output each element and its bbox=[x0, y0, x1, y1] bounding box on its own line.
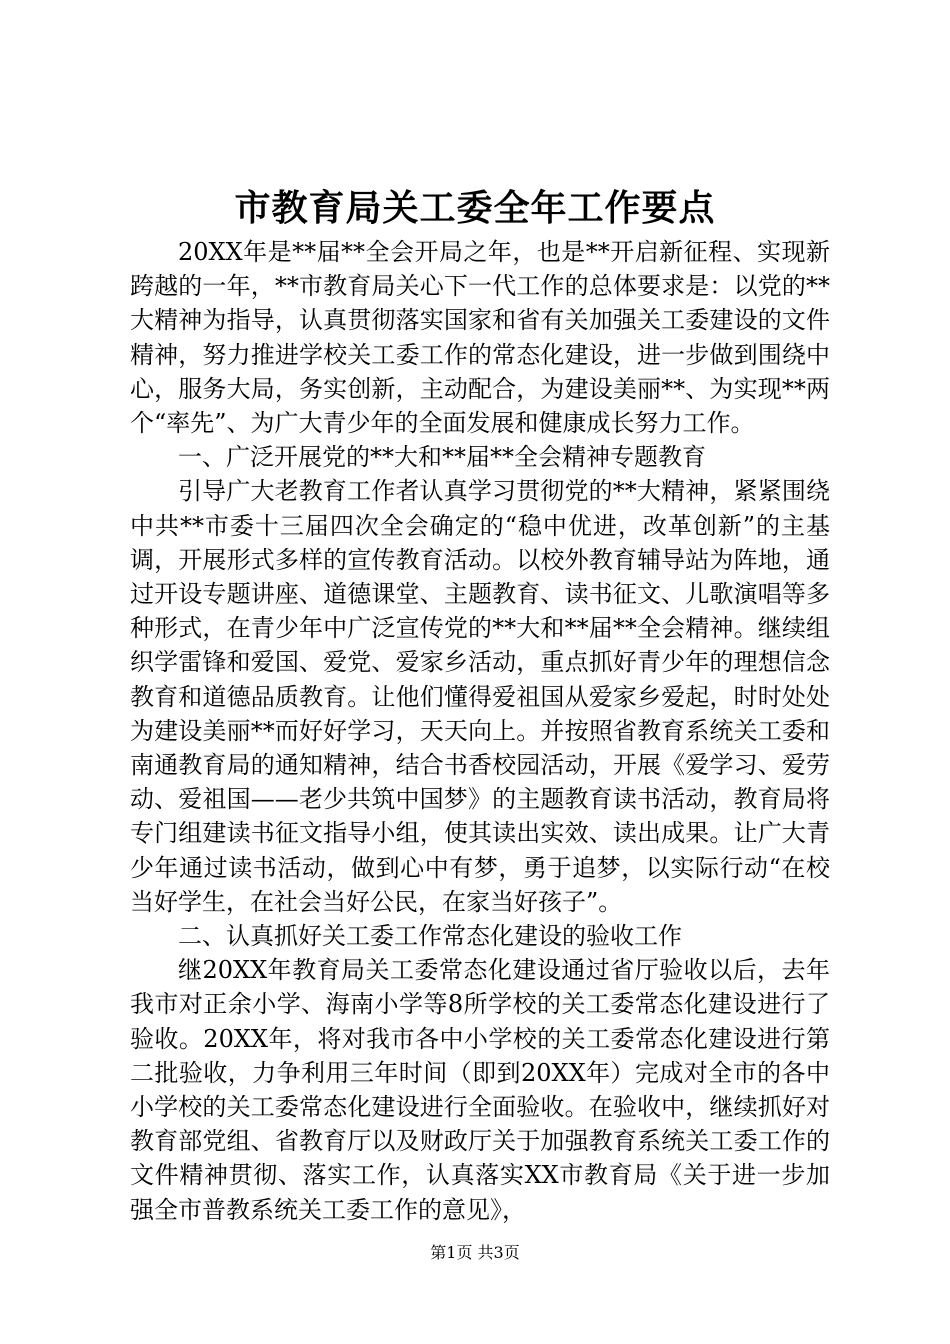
document-body bbox=[130, 235, 830, 1227]
document-title: 市教育局关工委全年工作要点 bbox=[234, 187, 716, 229]
intro-paragraph: 20XX年是**届**全会开局之年，也是**开启新征程、实现新跨越的一年，**市教育局关心下一代工作的总体要求是：以党的**大精神为指导，认真贯彻落实国家和省有关加强关工委建设的文件精神，努力推进学校关工委工作的常态化建设，进一步做到围绕中心，服务大局，务实创新，主动配合，为建设美丽**、为实现**两个“率先”、为广大青少年的全面发展和健康成长努力工作。 bbox=[130, 238, 830, 438]
section-2-paragraph: 继20XX年教育局关工委常态化建设通过省厅验收以后，去年我市对正余小学、海南小学等8所学校的关工委常态化建设进行了验收。20XX年，将对我市各中小学校的关工委常态化建设进行第二批验收，力争利用三年时间（即到20XX年）完成对全市的各中小学校的关工委常态化建设进行全面验收。在验收中，继续抓好对教育部党组、省教育厅以及财政厅关于加强教育系统关工委工作的文件精神贯彻、落实工作，认真落实XX市教育局《关于进一步加强全市普教系统关工委工作的意见》， bbox=[130, 956, 830, 1224]
section-heading-1: 一、广泛开展党的**大和**届**全会精神专题教育 bbox=[178, 443, 706, 472]
section-heading-2: 二、认真抓好关工委工作常态化建设的验收工作 bbox=[178, 922, 682, 951]
page-number-footer: 第1页 共3页 bbox=[430, 1243, 520, 1262]
section-1-paragraph: 引导广大老教育工作者认真学习贯彻党的**大精神，紧紧围绕中共**市委十三届四次全会确定的“稳中优进，改革创新”的主基调，开展形式多样的宣传教育活动。以校外教育辅导站为阵地，通过开设专题讲座、道德课堂、主题教育、读书征文、儿歌演唱等多种形式，在青少年中广泛宣传党的**大和**届**全会精神。继续组织学雷锋和爱国、爱党、爱家乡活动，重点抓好青少年的理想信念教育和道德品质教育。让他们懂得爱祖国从爱家乡爱起，时时处处为建设美丽**而好好学习，天天向上。并按照省教育系统关工委和南通教育局的通知精神，结合书香校园活动，开展《爱学习、爱劳动、爱祖国——老少共筑中国梦》的主题教育读书活动，教育局将专门组建读书征文指导小组，使其读出实效、读出成果。让广大青少年通过读书活动，做到心中有梦，勇于追梦，以实际行动“在校当好学生，在社会当好公民，在家当好孩子”。 bbox=[130, 477, 830, 916]
